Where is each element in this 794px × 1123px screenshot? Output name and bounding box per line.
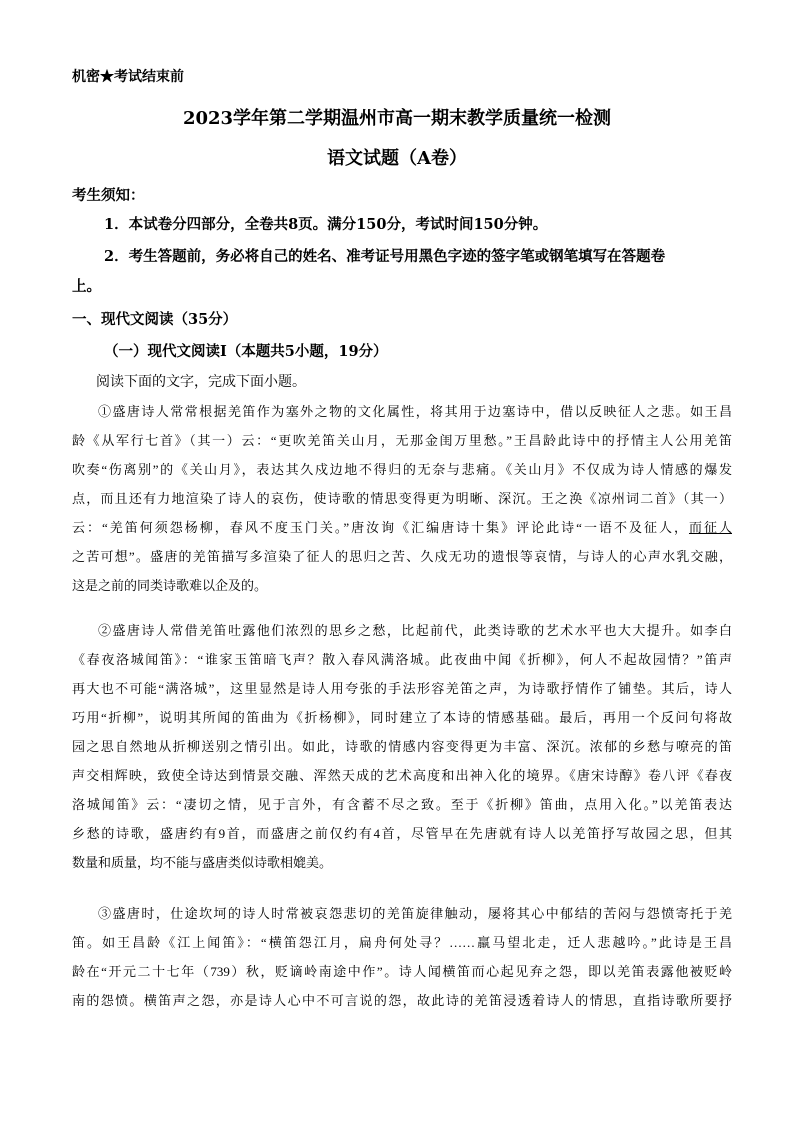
paragraph-2-line: 数量和质量，均不能与盛唐类似诗歌相媲美。 — [72, 855, 333, 870]
underlined-phrase: 而征人 — [688, 520, 732, 535]
reading-instruction: 阅读下面的文字，完成下面小题。 — [96, 374, 306, 390]
exam-subtitle: 语文试题（A卷） — [327, 148, 467, 169]
paragraph-1-line: 吹奏“伤离别”的《关山月》，表达其久戍边地不得归的无奈与悲痛。《关山月》不仅成为诗人情感的爆发 — [72, 462, 732, 477]
paragraph-2-line: ②盛唐诗人常借羌笛吐露他们浓烈的思乡之愁，比起前代，此类诗歌的艺术水平也大大提升。如李白 — [98, 623, 732, 638]
paragraph-2-line: 园之思自然地从折柳送别之情引出。如此，诗歌的情感内容变得更为丰富、深沉。浓郁的乡愁与嘹亮的笛 — [72, 739, 732, 754]
paragraph-1-line: 这是之前的同类诗歌难以企及的。 — [72, 578, 268, 593]
paragraph-2-line: 《春夜洛城闻笛》：“谁家玉笛暗飞声？散入春风满洛城。此夜曲中闻《折柳》，何人不起故园情？”笛声 — [72, 652, 732, 667]
paragraph-1 — [72, 397, 732, 600]
paragraph-2-line: 巧用“折柳”，说明其所闻的笛曲为《折杨柳》，同时建立了本诗的情感基础。最后，再用一个反问句将故 — [72, 710, 732, 725]
section-heading: 一、现代文阅读（35分） — [72, 311, 238, 328]
paragraph-3 — [72, 899, 732, 1015]
paragraph-1-line-5 — [72, 513, 732, 542]
paragraph-3-line: ③盛唐时，仕途坎坷的诗人时常被哀怨悲切的羌笛旋律触动，屡将其心中郁结的苦闷与怨愤寄托于羌 — [98, 906, 732, 921]
paragraph-1-line: ①盛唐诗人常常根据羌笛作为塞外之物的文化属性，将其用于边塞诗中，借以反映征人之悲。如王昌 — [98, 404, 732, 419]
notice-heading: 考生须知： — [72, 187, 145, 204]
subsection-heading: （一）现代文阅读Ⅰ（本题共5小题，19分） — [104, 343, 388, 360]
paragraph-2-line: 再大也不可能“满洛城”，这里显然是诗人用夸张的手法形容羌笛之声，为诗歌抒情作了铺垫。其后，诗人 — [72, 681, 732, 696]
paragraph-2-line: 声交相辉映，致使全诗达到情景交融、浑然天成的艺术高度和出神入化的境界。《唐宋诗醇》卷八评《春夜 — [72, 768, 732, 783]
paragraph-3-line: 龄在“开元二十七年（739）秋，贬谪岭南途中作”。诗人闻横笛而心起见弃之怨，即以羌笛表露他被贬岭 — [72, 964, 732, 979]
confidential-label: 机密★考试结束前 — [72, 69, 184, 85]
paragraph-1-line-text: 云：“羌笛何须怨杨柳，春风不度玉门关。”唐汝询《汇编唐诗十集》评论此诗“一语不及征人， — [72, 520, 689, 535]
notice-item-2-line-2: 上。 — [72, 278, 101, 295]
paragraph-2-line: 洛城闻笛》云：“凄切之情，见于言外，有含蓄不尽之致。至于《折柳》笛曲，点用入化。”以羌笛表达 — [72, 797, 732, 812]
paragraph-1-line: 之苦可想”。盛唐的羌笛描写多渲染了征人的思归之苦、久戍无功的遗恨等哀情，与诗人的心声水乳交融， — [72, 549, 732, 564]
paragraph-2-line: 乡愁的诗歌，盛唐约有9首，而盛唐之前仅约有4首，尽管早在先唐就有诗人以羌笛抒写故园之思，但其 — [72, 826, 732, 841]
paragraph-2 — [72, 616, 732, 877]
paragraph-1-line: 龄《从军行七首》（其一）云：“更吹羌笛关山月，无那金闺万里愁。”王昌龄此诗中的抒情主人公用羌笛 — [72, 433, 732, 448]
paragraph-1-line: 点，而且还有力地渲染了诗人的哀伤，使诗歌的情思变得更为明晰、深沉。王之涣《凉州词二首》（其一） — [72, 491, 732, 506]
paragraph-3-line: 笛。如王昌龄《江上闻笛》：“横笛怨江月，扁舟何处寻？……羸马望北走，迁人悲越吟。”此诗是王昌 — [72, 935, 732, 950]
notice-item-2-line-1: 2．考生答题前，务必将自己的姓名、准考证号用黑色字迹的签字笔或钢笔填写在答题卷 — [104, 248, 666, 265]
paragraph-3-line: 南的怨愤。横笛声之怨，亦是诗人心中不可言说的怨，故此诗的羌笛浸透着诗人的情思，直指诗歌所要抒 — [72, 993, 732, 1008]
exam-title: 2023学年第二学期温州市高一期末教学质量统一检测 — [182, 108, 612, 129]
notice-item-1: 1．本试卷分四部分，全卷共8页。满分150分，考试时间150分钟。 — [104, 216, 548, 233]
